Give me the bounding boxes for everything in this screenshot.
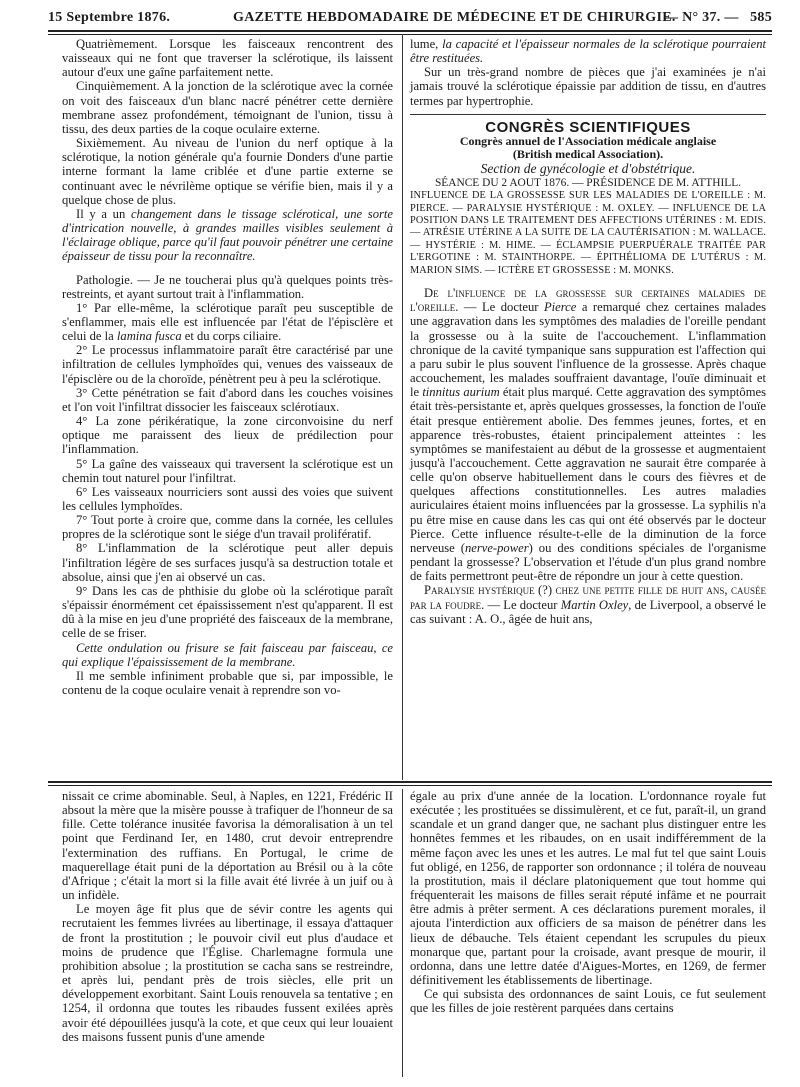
header-rule: [48, 30, 772, 35]
paragraph: Cette ondulation ou frisure se fait faisceau par faisceau, ce qui explique l'épaississement de la membrane.: [62, 640, 393, 669]
text-run: — Le docteur: [458, 300, 544, 315]
paragraph: 8° L'inflammation de la sclérotique peut aller depuis l'infiltration légère de ses surfaces jusqu'à sa destruction totale et absolue, ainsi que j'en ai observé un cas.: [62, 541, 393, 584]
seance-line: SÉANCE DU 2 AOUT 1876. — PRÉSIDENCE DE M. ATTHILL.: [434, 177, 742, 190]
paragraph: Sur un très-grand nombre de pièces que j'ai examinées je n'ai jamais trouvé la sclérotique épaissie par addition de tissu, en d'autres termes par hypertrophie.: [410, 65, 766, 108]
section-title: CONGRÈS SCIENTIFIQUES: [485, 118, 691, 136]
text-run: a remarqué chez certaines malades une aggravation dans les symptômes des maladies de l'oreille pendant la grossesse ou à la suite de l'accouchement. L'inflammation chronique de la cavité tympanique sans suppuration est l'affection qui a paru subir le plus souvent l'influence de la grossesse. Après chaque accouchement, les malades souffraient davantage, l'ouïe diminuait et le: [410, 300, 766, 400]
section-subtitle: Section de gynécologie et d'obstétrique.: [480, 160, 696, 176]
upper-left-column: [62, 37, 393, 697]
paragraph: [410, 286, 766, 583]
paragraph: [62, 273, 393, 301]
congress-subtitle: (British medical Association).: [512, 147, 664, 162]
italic-run: nerve-power: [464, 540, 529, 555]
section-rule: [410, 114, 766, 115]
paragraph: 9° Dans les cas de phthisie du globe où la sclérotique paraît s'épaissir énormément cet épaississement n'est qu'apparent. Il est dû à la mise en jeu d'une propriété des faisceaux de la membrane, celle de se friser.: [62, 583, 393, 641]
text-run: Il y a un: [76, 206, 131, 221]
paragraph: Il me semble infiniment probable que si, par impossible, le contenu de la coque oculaire venait à reprendre son vo-: [62, 668, 393, 698]
congress-title: Congrès annuel de l'Association médicale anglaise: [459, 133, 717, 148]
paragraph: 5° La gaîne des vaisseaux qui traversent la sclérotique est un chemin tout naturel pour l'infiltrat.: [62, 456, 393, 485]
paragraph: [410, 37, 766, 65]
text-run: ) ou des conditions spéciales de l'organisme pendant la grossesse? L'observation et l'étude d'un plus grand nombre de faits permettront peut-être de répondre un jour à cette question.: [410, 540, 766, 584]
paragraph: [62, 301, 393, 343]
paragraph: 6° Les vaisseaux nourriciers sont aussi des voies que suivent les cellules lymphoïdes.: [62, 484, 393, 513]
page-header: [48, 6, 772, 28]
text-run: était plus marqué. Cette aggravation des symptômes était très-persistante et, après quelques grossesses, la fonction de l'ouïe était presque entièrement abolie. Des femmes jeunes, fortes, et en apparence très-robustes, étaient principalement atteintes : les symptômes se manifestaient au début de la grossesse et augmentaient jusqu'à l'accouchement. Cette aggravation ne saurait être comparée à celle qu'on observe habituellement dans le cours des fièvres et de quelques affections constitutionnelles. Les autres maladies auriculaires étaient moins influencées par la grossesse. La syphilis n'a pu être mise en cause dans les cas qui ont été observés par le docteur Pierce. Cette influence résulte-t-elle de la diminution de la force nerveuse (: [410, 385, 766, 555]
session-summary: INFLUENCE DE LA GROSSESSE SUR LES MALADIES DE L'OREILLE : M. PIERCE. — PARALYSIE HYSTÉRIQUE : M. OXLEY. — INFLUENCE DE LA POSITION DANS LE TRAITEMENT DES AFFECTIONS UTÉRINES : M. EDIS. — ATRÉSIE UTÉRINE A LA SUITE DE LA CAUTÉRISATION : M. WALLACE. — HYSTÉRIE : M. HIME. — ÉCLAMPSIE PUERPUÉRALE TRAITÉE PAR L'ERGOTINE : M. STAINTHORPE. — ÉPITHÉLIOMA DE L'UTÉRUS : M. MARION SIMS. — ICTÈRE ET GROSSESSE : M. MONKS.: [410, 190, 766, 276]
page-number: 585: [750, 10, 772, 25]
paragraph: Ce qui subsista des ordonnances de saint Louis, ce fut seulement que les filles de joie restèrent parquées dans certains: [410, 987, 766, 1016]
paragraph: 2° Le processus inflammatoire paraît être caractérisé par une infiltration de cellules lymphoïdes qui, venues des vaisseaux de l'épisclère ou de la choroïde, pénètrent peu à peu la sclérotique.: [62, 343, 393, 386]
italic-run: lamina fusca: [116, 329, 182, 344]
lower-left-column: [62, 789, 393, 1079]
italic-run: la capacité et l'épaisseur normales de la sclérotique pourraient être restituées.: [410, 37, 766, 66]
issue-number: — N° 37. —: [663, 10, 739, 25]
paragraph: [62, 207, 393, 264]
feuilleton-rule: [48, 781, 772, 786]
italic-run: tinnitus aurium: [422, 385, 500, 400]
text-run: — Le docteur: [484, 597, 561, 612]
paragraph: Sixièmement. Au niveau de l'union du nerf optique à la sclérotique, la notion générale qu'a fournie Donders d'une partie interne formant la lame criblée et d'une partie externe se continuant avec le névrilème optique se vérifie bien, mais il y a quelque chose de plus.: [62, 136, 393, 207]
author-name: Martin Oxley: [560, 597, 629, 612]
paragraph: Quatrièmement. Lorsque les faisceaux rencontrent des vaisseaux qui ne font que traverser la sclérotique, ils laissent autour d'eux une gaîne parfaitement nette.: [62, 37, 393, 80]
text-run: et du corps ciliaire.: [181, 329, 282, 344]
column-divider: [402, 34, 403, 780]
subheading: De l'influence de la grossesse sur certaines maladies de l'oreille.: [410, 286, 766, 315]
paragraph: Cinquièmement. A la jonction de la sclérotique avec la cornée on voit des faisceaux d'un blanc nacré pénétrer cette dernière membrane assez profondément, témoignant de l'union, tissu à tissu, des deux parties de la coque oculaire externe.: [62, 79, 393, 136]
paragraph: Le moyen âge fit plus que de sévir contre les agents qui recrutaient les femmes livrées au libertinage, il essaya d'attaquer de front la prostitution ; le pouvoir civil eut plus d'audace et moins de prudence que l'Église. Charlemagne formula une prohibition absolue ; la prostitution se cacha sans se restreindre, et après lui, pendant près de trois siècles, elle prit un développement exorbitant. Saint Louis renouvela sa tentative ; en 1254, il ordonna que toutes les ribaudes fussent exilées après avoir été dépouillées jusqu'à la cote, et que ceux qui leur louaient des maisons fussent punis d'une amende: [62, 902, 393, 1044]
italic-run: changement dans le tissage sclérotical, une sorte d'intrication nouvelle, à grandes mailles visibles seulement à l'éclairage oblique, parce qu'il faut pouvoir pénétrer une certaine épaisseur de tissu pour la reconnaître.: [62, 206, 393, 264]
paragraph: nissait ce crime abominable. Seul, à Naples, en 1221, Frédéric II absout la mère que la misère pousse à trafiquer de l'honneur de sa fille. Cette tolérance inusitée favorisa la démoralisation à un tel point que Ferdinand Ier, en 1480, crut devoir entreprendre l'extermination des ruffians. En Portugal, le crime de maquerellage était puni de la déportation au Brésil ou à la côte d'Afrique ; c'était la mort si la fille avait été livrée à un juif ou à un infidèle.: [62, 789, 393, 903]
upper-right-column: [410, 37, 766, 626]
text-run: 1° Par elle-même, la sclérotique paraît peu susceptible de s'enflammer, mais elle est influencée par l'état de l'épisclère et celui de la: [62, 300, 393, 344]
author-name: Pierce: [543, 300, 577, 315]
subheading: Paralysie hystérique (?) chez une petite fille de huit ans, causée par la foudre.: [410, 583, 766, 612]
text-run: lume,: [410, 37, 443, 51]
paragraph: 7° Tout porte à croire que, comme dans la cornée, les cellules propres de la sclérotique sont le siége d'un travail prolifératif.: [62, 513, 393, 542]
column-divider: [402, 789, 403, 1077]
paragraph: [410, 583, 766, 625]
issue-and-page: [664, 10, 772, 26]
paragraph: 4° La zone périkératique, la zone circonvoisine du nerf optique me paraissent des lieux de prédilection pour l'inflammation.: [62, 414, 393, 457]
journal-title: GAZETTE HEBDOMADAIRE DE MÉDECINE ET DE CHIRURGIE.: [233, 10, 676, 25]
text-run: , de Liverpool, a observé le cas suivant : A. O., âgée de huit ans,: [410, 597, 766, 626]
lower-right-column: [410, 789, 766, 1079]
issue-date: 15 Septembre 1876.: [48, 10, 171, 25]
paragraph: 3° Cette pénétration se fait d'abord dans les couches voisines et l'on voit l'infiltrat dissocier les faisceaux sclérotiaux.: [62, 385, 393, 414]
paragraph: égale au prix d'une année de la location. L'ordonnance royale fut exécutée ; les prostituées se dissimulèrent, et ce fut, paraît-il, un grand scandale et un grand danger que, ne sachant plus distinguer entre les honnêtes femmes et les ribaudes, on en usait indifféremment de la même façon avec les unes et les autres. Le mal fut tel que saint Louis fut obligé, en 1256, de rapporter son ordonnance ; il toléra de nouveau la prostitution, mais il déclare platoniquement que tout homme qui fréquenterait les maisons de filles serait réputé infâme et ne pourrait être admis à prêter serment. A ces déclarations purement morales, il ajouta l'interdiction aux officiers de sa maison de pénétrer dans les lieux de débauche. Tels étaient cependant les scrupules du pieux monarque que, partant pour la croisade, avant presque de mourir, il ordonna, dans une lettre datée d'Aigues-Mortes, en 1269, de fermer définitivement les établissements de libertinage.: [410, 789, 766, 988]
text-run: Pathologie. — Je ne toucherai plus qu'à quelques points très-restreints, et ayant surtout trait à l'inflammation.: [62, 272, 393, 301]
